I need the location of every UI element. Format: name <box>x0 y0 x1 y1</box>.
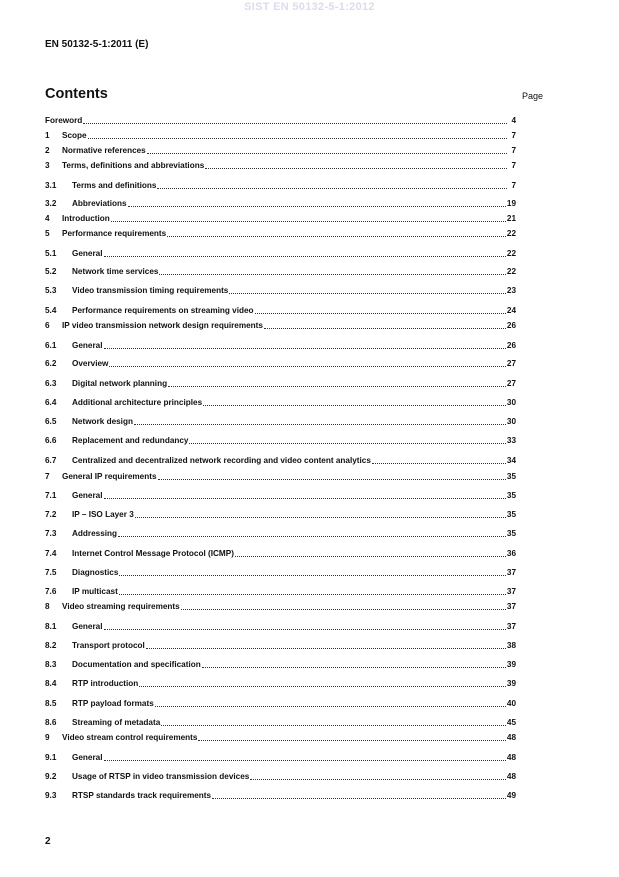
toc-entry-number: 3.1 <box>45 181 57 190</box>
toc-entry-number: 5.4 <box>45 306 57 315</box>
toc-entry-page: 21 <box>506 214 516 223</box>
toc-leader-dots <box>372 453 506 464</box>
toc-entry-title: General <box>72 341 103 350</box>
toc-entry-title: Introduction <box>62 214 110 223</box>
toc-entry-page: 26 <box>506 321 516 330</box>
toc-entry-page: 37 <box>506 602 516 611</box>
toc-leader-dots <box>255 303 506 314</box>
toc-entry-title: RTSP standards track requirements <box>72 791 212 800</box>
toc-entry-title: Documentation and specification <box>72 660 201 669</box>
toc-entry-page: 30 <box>506 398 516 407</box>
document-id: EN 50132-5-1:2011 (E) <box>45 39 149 50</box>
toc-entry-number: 7 <box>45 472 50 481</box>
toc-entry-page: 22 <box>506 229 516 238</box>
toc-entry[interactable] <box>45 586 516 597</box>
toc-leader-dots <box>111 211 506 222</box>
toc-entry-number: 6.4 <box>45 398 57 407</box>
toc-entry-page: 40 <box>506 699 516 708</box>
toc-leader-dots <box>205 158 507 169</box>
toc-entry-number: 1 <box>45 131 50 140</box>
toc-entry-title: Video streaming requirements <box>62 602 180 611</box>
page-column-label: Page <box>522 91 544 101</box>
toc-entry-title: Centralized and decentralized network recording and video content analytics <box>72 456 371 465</box>
toc-entry-page: 37 <box>506 568 516 577</box>
toc-entry[interactable] <box>45 490 516 501</box>
toc-leader-dots <box>202 657 506 668</box>
toc-entry-number: 7.6 <box>45 587 57 596</box>
toc-entry-number: 9.2 <box>45 772 57 781</box>
toc-entry-number: 8.1 <box>45 622 57 631</box>
toc-entry-page: 48 <box>506 753 516 762</box>
toc-entry-page: 34 <box>506 456 516 465</box>
toc-entry-title: General <box>72 622 103 631</box>
toc-entry-number: 8.6 <box>45 718 57 727</box>
toc-entry-page: 26 <box>506 341 516 350</box>
toc-entry[interactable] <box>45 305 516 316</box>
toc-entry-page: 7 <box>511 161 516 170</box>
toc-entry-number: 9.3 <box>45 791 57 800</box>
toc-entry[interactable] <box>45 567 516 578</box>
toc-entry-page: 49 <box>506 791 516 800</box>
toc-entry-number: 5 <box>45 229 50 238</box>
toc-leader-dots <box>189 433 505 444</box>
toc-leader-dots <box>109 356 505 367</box>
toc-entry-title: Digital network planning <box>72 379 168 388</box>
toc-entry-number: 6.2 <box>45 359 57 368</box>
toc-entry[interactable] <box>45 790 516 801</box>
toc-entry-number: 7.3 <box>45 529 57 538</box>
toc-entry-number: 6 <box>45 321 50 330</box>
toc-entry-title: IP multicast <box>72 587 118 596</box>
toc-entry-number: 8.2 <box>45 641 57 650</box>
toc-entry[interactable] <box>45 640 516 651</box>
toc-entry-title: Additional architecture principles <box>72 398 203 407</box>
toc-leader-dots <box>147 143 507 154</box>
toc-entry-number: 6.7 <box>45 456 57 465</box>
toc-leader-dots <box>212 788 506 799</box>
toc-entry-title: Internet Control Message Protocol (ICMP) <box>72 549 234 558</box>
toc-entry[interactable] <box>45 145 516 156</box>
toc-entry-title: Network time services <box>72 267 159 276</box>
toc-leader-dots <box>161 715 506 726</box>
toc-entry-page: 37 <box>506 622 516 631</box>
toc-leader-dots <box>181 599 506 610</box>
toc-leader-dots <box>250 769 506 780</box>
toc-leader-dots <box>104 338 506 349</box>
toc-entry[interactable] <box>45 320 516 331</box>
toc-entry-number: 2 <box>45 146 50 155</box>
toc-entry-page: 35 <box>506 529 516 538</box>
toc-entry-page: 35 <box>506 472 516 481</box>
toc-entry-number: 6.6 <box>45 436 57 445</box>
toc-entry-page: 36 <box>506 549 516 558</box>
toc-entry[interactable] <box>45 771 516 782</box>
toc-entry-title: IP – ISO Layer 3 <box>72 510 134 519</box>
toc-entry-page: 27 <box>506 379 516 388</box>
contents-title: Contents <box>45 86 108 102</box>
toc-entry-page: 35 <box>506 491 516 500</box>
toc-entry[interactable] <box>45 528 516 539</box>
toc-entry[interactable] <box>45 752 516 763</box>
toc-entry-page: 23 <box>506 286 516 295</box>
toc-entry-title: General IP requirements <box>62 472 157 481</box>
toc-leader-dots <box>119 565 505 576</box>
toc-leader-dots <box>203 395 506 406</box>
toc-entry-title: Normative references <box>62 146 146 155</box>
toc-entry-title: Scope <box>62 131 87 140</box>
toc-entry-title: Streaming of metadata <box>72 718 161 727</box>
toc-entry-page: 48 <box>506 733 516 742</box>
toc-entry[interactable] <box>45 678 516 689</box>
watermark: SIST EN 50132-5-1:2012 <box>244 1 375 13</box>
toc-entry-page: 38 <box>506 641 516 650</box>
toc-entry-number: 7.2 <box>45 510 57 519</box>
toc-leader-dots <box>104 246 506 257</box>
toc-entry-title: IP video transmission network design requirements <box>62 321 263 330</box>
toc-entry-number: 5.2 <box>45 267 57 276</box>
toc-leader-dots <box>128 196 506 207</box>
toc-entry-page: 37 <box>506 587 516 596</box>
toc-entry-title: Performance requirements <box>62 229 167 238</box>
toc-leader-dots <box>104 488 506 499</box>
toc-leader-dots <box>146 638 506 649</box>
toc-entry-title: Video transmission timing requirements <box>72 286 229 295</box>
toc-entry-page: 48 <box>506 772 516 781</box>
toc-entry-title: Replacement and redundancy <box>72 436 189 445</box>
toc-entry[interactable] <box>45 115 516 126</box>
toc-entry[interactable] <box>45 160 516 171</box>
toc-leader-dots <box>104 619 506 630</box>
toc-entry[interactable] <box>45 698 516 709</box>
toc-entry-number: 8.4 <box>45 679 57 688</box>
toc-entry[interactable] <box>45 732 516 743</box>
toc-entry-number: 8.3 <box>45 660 57 669</box>
toc-leader-dots <box>139 676 506 687</box>
toc-entry-title: Diagnostics <box>72 568 119 577</box>
toc-entry[interactable] <box>45 471 516 482</box>
toc-entry-number: 8 <box>45 602 50 611</box>
toc-entry-title: General <box>72 753 103 762</box>
toc-entry-number: 8.5 <box>45 699 57 708</box>
toc-leader-dots <box>83 113 507 124</box>
toc-entry-page: 7 <box>511 131 516 140</box>
toc-entry[interactable] <box>45 198 516 209</box>
toc-entry[interactable] <box>45 601 516 612</box>
toc-entry[interactable] <box>45 213 516 224</box>
toc-entry-title: Video stream control requirements <box>62 733 198 742</box>
toc-entry[interactable] <box>45 130 516 141</box>
toc-leader-dots <box>264 318 506 329</box>
toc-entry-number: 6.1 <box>45 341 57 350</box>
toc-entry-number: 3.2 <box>45 199 57 208</box>
page-number: 2 <box>45 836 51 847</box>
toc-entry[interactable] <box>45 397 516 408</box>
toc-entry-page: 4 <box>511 116 516 125</box>
toc-entry[interactable] <box>45 455 516 466</box>
toc-leader-dots <box>229 283 506 294</box>
toc-entry[interactable] <box>45 248 516 259</box>
toc-entry-number: 9.1 <box>45 753 57 762</box>
toc-entry-page: 7 <box>511 146 516 155</box>
toc-leader-dots <box>155 696 506 707</box>
toc-entry-number: 6.5 <box>45 417 57 426</box>
toc-entry-title: Network design <box>72 417 133 426</box>
toc-entry[interactable] <box>45 717 516 728</box>
toc-entry[interactable] <box>45 228 516 239</box>
toc-entry-number: 7.5 <box>45 568 57 577</box>
toc-entry[interactable] <box>45 340 516 351</box>
toc-entry-title: RTP introduction <box>72 679 139 688</box>
toc-entry[interactable] <box>45 266 516 277</box>
toc-entry[interactable] <box>45 416 516 427</box>
toc-leader-dots <box>88 128 507 139</box>
toc-entry-number: 9 <box>45 733 50 742</box>
toc-entry-page: 22 <box>506 249 516 258</box>
toc-entry-title: Abbreviations <box>72 199 127 208</box>
toc-leader-dots <box>104 750 506 761</box>
toc-leader-dots <box>134 414 506 425</box>
toc-entry-title: Overview <box>72 359 109 368</box>
toc-leader-dots <box>198 730 505 741</box>
toc-entry-number: 5.3 <box>45 286 57 295</box>
toc-leader-dots <box>119 584 506 595</box>
toc-entry-title: Usage of RTSP in video transmission devices <box>72 772 250 781</box>
toc-entry-title: Foreword <box>45 116 83 125</box>
toc-entry[interactable] <box>45 659 516 670</box>
toc-entry-number: 4 <box>45 214 50 223</box>
toc-entry[interactable] <box>45 378 516 389</box>
toc-leader-dots <box>118 526 506 537</box>
toc-entry-page: 30 <box>506 417 516 426</box>
toc-entry[interactable] <box>45 621 516 632</box>
toc-entry-page: 22 <box>506 267 516 276</box>
toc-entry[interactable] <box>45 548 516 559</box>
toc-entry-number: 7.1 <box>45 491 57 500</box>
toc-entry-page: 45 <box>506 718 516 727</box>
toc-entry-title: Terms and definitions <box>72 181 157 190</box>
toc-entry-page: 33 <box>506 436 516 445</box>
toc-entry-title: Terms, definitions and abbreviations <box>62 161 205 170</box>
toc-entry-page: 19 <box>506 199 516 208</box>
toc-leader-dots <box>158 469 506 480</box>
toc-entry-page: 7 <box>511 181 516 190</box>
toc-entry-number: 5.1 <box>45 249 57 258</box>
toc-leader-dots <box>159 264 505 275</box>
toc-entry[interactable] <box>45 435 516 446</box>
toc-entry-page: 39 <box>506 679 516 688</box>
toc-leader-dots <box>157 178 507 189</box>
toc-entry-title: Transport protocol <box>72 641 145 650</box>
toc-leader-dots <box>167 226 506 237</box>
toc-entry-page: 27 <box>506 359 516 368</box>
toc-leader-dots <box>168 376 506 387</box>
toc-leader-dots <box>235 546 506 557</box>
toc-entry-title: RTP payload formats <box>72 699 154 708</box>
toc-entry-page: 24 <box>506 306 516 315</box>
toc-entry[interactable] <box>45 180 516 191</box>
toc-entry-title: Addressing <box>72 529 118 538</box>
toc-entry-page: 35 <box>506 510 516 519</box>
toc-entry-number: 6.3 <box>45 379 57 388</box>
toc-entry-number: 3 <box>45 161 50 170</box>
toc-entry-title: General <box>72 491 103 500</box>
toc-entry-title: Performance requirements on streaming video <box>72 306 254 315</box>
toc-entry[interactable] <box>45 509 516 520</box>
toc-leader-dots <box>135 507 506 518</box>
toc-entry[interactable] <box>45 285 516 296</box>
toc-entry-page: 39 <box>506 660 516 669</box>
toc-entry-title: General <box>72 249 103 258</box>
toc-entry[interactable] <box>45 358 516 369</box>
toc-entry-number: 7.4 <box>45 549 57 558</box>
